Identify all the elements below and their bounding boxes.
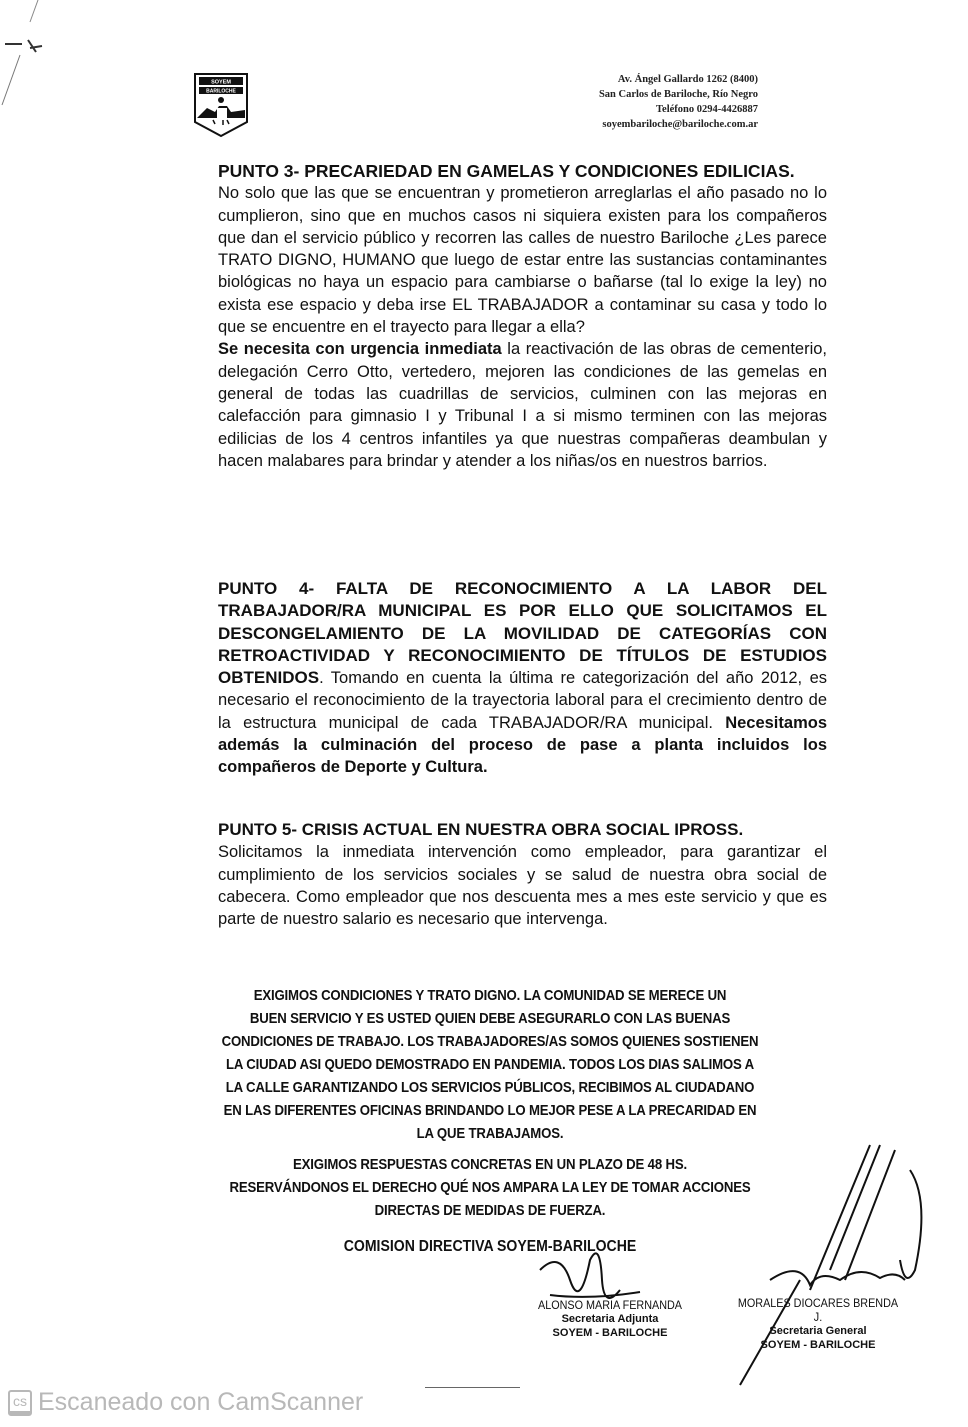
punto-3-body: No solo que las que se encuentran y prometieron arreglarlas el año pasado no lo cumplieron, sino que en muchos casos ni siquiera existen para los compañeros que dan el servicio público y recorren las calles de nuestro Bariloche ¿Les parece TRATO DIGNO, HUMANO que luego de estar entre las sustancias contaminantes biológicas no haya un espacio para cambiarse o bañarse (tal lo exige la ley) no exista ese espacio y deba irse EL TRABAJADOR a contaminar su casa y todo lo que se encuentre en el trayecto para llegar a ella? (218, 184, 827, 337)
scan-mark (0, 0, 60, 110)
ultimatum-line: EXIGIMOS RESPUESTAS CONCRETAS EN UN PLAZO DE 48 HS. (293, 1156, 687, 1173)
punto-3-urgency (218, 338, 827, 472)
punto-4-closing: Necesitamos además la culminación del proceso de pase a planta incluidos los compañeros de Deporte y Cultura. (218, 713, 827, 777)
camscanner-icon: cs (8, 1390, 32, 1416)
svg-text:SOYEM: SOYEM (211, 79, 231, 86)
demand-line: EXIGIMOS CONDICIONES Y TRATO DIGNO. LA COMUNIDAD SE MERECE UN (253, 987, 727, 1004)
ultimatum-paragraph (182, 1153, 798, 1222)
ultimatum-line: DIRECTAS DE MEDIDAS DE FUERZA. (374, 1202, 606, 1219)
demand-line: EN LAS DIFERENTES OFICINAS BRINDANDO LO MEJOR PESE A LA PRECARIDAD EN (223, 1102, 757, 1119)
signer-role: Secretaria General (769, 1325, 867, 1337)
urgency-emphasis: Se necesita con urgencia inmediata (218, 340, 502, 359)
demand-line: BUEN SERVICIO Y ES USTED QUIEN DEBE ASEGURARLO CON LAS BUENAS (249, 1010, 731, 1027)
demand-line: LA CALLE GARANTIZANDO LOS SERVICIOS PÚBLICOS, RECIBIMOS AL CIUDADANO (225, 1079, 755, 1096)
signer-org: SOYEM - BARILOCHE (760, 1339, 876, 1351)
punto-4-section (218, 578, 827, 779)
commission-title: COMISION DIRECTIVA SOYEM-BARILOCHE (343, 1238, 637, 1255)
watermark-text: Escaneado con CamScanner (38, 1388, 364, 1416)
punto-5-body: Solicitamos la inmediata intervención como empleador, para garantizar el cumplimiento de los servicios sociales y se salud de nuestra obra social de cabecera. Como empleador que nos descuenta mes a mes este servicio y que es parte de nuestro salario es necesario que intervenga. (218, 843, 827, 929)
divider (425, 1387, 520, 1388)
punto-5-heading: PUNTO 5- CRISIS ACTUAL EN NUESTRA OBRA SOCIAL IPROSS. (218, 820, 744, 839)
signer-role: Secretaria Adjunta (561, 1313, 659, 1325)
demand-paragraph (182, 984, 798, 1145)
punto-4-body: . Tomando en cuenta la última re categorización del año 2012, es necesario el reconocimiento de la trayectoria laboral para el crecimiento dentro de la estructura municipal de cada TRABAJADOR/RA municipal. (218, 669, 827, 732)
signer-name: ALONSO MARIA FERNANDA (537, 1298, 683, 1312)
punto-3-heading: PUNTO 3- PRECARIEDAD EN GAMELAS Y CONDICIONES EDILICIAS. (218, 161, 795, 181)
scanner-watermark (8, 1388, 363, 1417)
soyem-logo (193, 72, 249, 138)
ultimatum-line: RESERVÁNDONOS EL DERECHO QUÉ NOS AMPARA LA LEY DE TOMAR ACCIONES (229, 1179, 751, 1196)
signer-block (728, 1296, 908, 1352)
address-email: soyembariloche@bariloche.com.ar (602, 119, 758, 130)
signer-org: SOYEM - BARILOCHE (552, 1327, 668, 1339)
punto-4-heading: PUNTO 4- FALTA DE RECONOCIMIENTO A LA LABOR DEL TRABAJADOR/RA MUNICIPAL ES POR ELLO QUE SOLICITAMOS EL DESCONGELAMIENTO DE LA MOVILIDAD DE CATEGORÍAS CON RETROACTIVIDAD Y RECONOCIMIENTO DE TÍTULOS DE ESTUDIOS OBTENIDOS (218, 579, 827, 688)
demand-line: CONDICIONES DE TRABAJO. LOS TRABAJADORES/AS SOMOS QUIENES SOSTIENEN (221, 1033, 759, 1050)
address-city: San Carlos de Bariloche, Río Negro (598, 89, 758, 100)
signer-block (520, 1298, 700, 1340)
punto-3-section (218, 160, 827, 472)
demand-line: LA CIUDAD ASI QUEDO DEMOSTRADO EN PANDEMIA. TODOS LOS DIAS SALIMOS A (225, 1056, 755, 1073)
letterhead-address (599, 72, 758, 132)
demand-line: LA QUE TRABAJAMOS. (416, 1125, 564, 1142)
urgency-body: la reactivación de las obras de cementerio, delegación Cerro Otto, vertedero, mejoren las condiciones de las gemelas en general de todas las cuadrillas de servicios, culminen con las mejoras en calefacción para gimnasio I y Tribunal I a si mismo terminen con las mejoras edilicias de los 4 centros infantiles ya que nuestras compañeras deambulan y hacen malabares para brindar y atender a los niñas/os en nuestros barrios. (218, 340, 828, 470)
address-street: Av. Ángel Gallardo 1262 (8400) (617, 74, 758, 85)
signature-2-icon (730, 1140, 930, 1390)
punto-5-section (218, 819, 827, 930)
svg-text:BARILOCHE: BARILOCHE (206, 88, 236, 95)
address-phone: Teléfono 0294-4426887 (656, 104, 758, 115)
signer-name: MORALES DIOCARES BRENDA J. (737, 1296, 899, 1324)
